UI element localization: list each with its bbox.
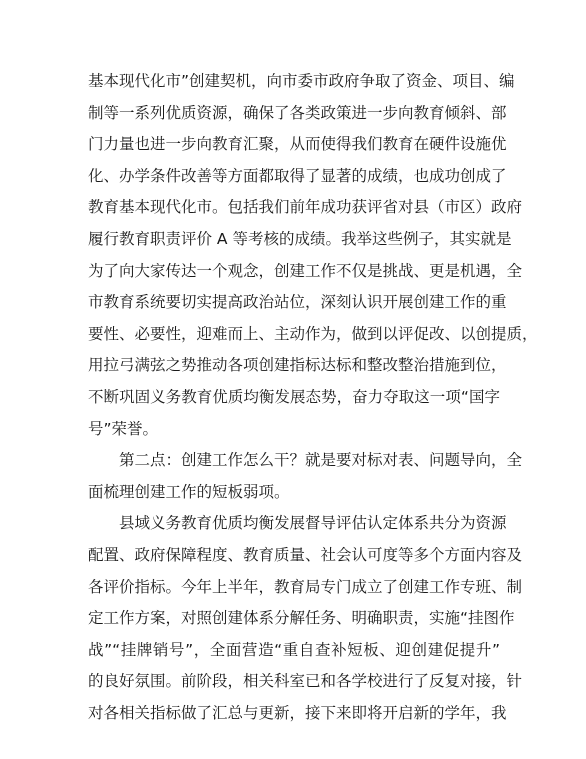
text-line: 的良好氛围。前阶段，相关科室已和各学校进行了反复对接，针 — [88, 672, 523, 691]
paragraph-1 — [88, 66, 538, 445]
text-line: 为了向大家传达一个观念，创建工作不仅是挑战、更是机遇，全 — [88, 261, 523, 280]
text-line: 用拉弓满弦之势推动各项创建指标达标和整改整治措施到位， — [88, 356, 507, 375]
text-line: 配置、政府保障程度、教育质量、社会认可度等多个方面内容及 — [88, 545, 523, 564]
text-line: 面梳理创建工作的短板弱项。 — [88, 482, 290, 501]
text-line: 第二点：创建工作怎么干？就是要对标对表、问题导向，全 — [119, 451, 523, 470]
text-line: 不断巩固义务教育优质均衡发展态势，奋力夺取这一项“国字 — [88, 387, 500, 406]
text-line: 对各相关指标做了汇总与更新，接下来即将开启新的学年，我 — [88, 703, 507, 722]
document-body — [88, 66, 538, 729]
paragraph-2 — [88, 445, 523, 508]
text-line: 要性、必要性，迎难而上、主动作为，做到以评促改、以创提质， — [88, 324, 538, 343]
text-line: 化、办学条件改善等方面都取得了显著的成绩，也成功创成了 — [88, 166, 507, 185]
text-line: 号”荣誉。 — [88, 419, 159, 438]
text-line: 教育基本现代化市。包括我们前年成功获评省对县（市区）政府 — [88, 198, 523, 217]
text-line: 门力量也进一步向教育汇聚，从而使得我们教育在硬件设施优 — [88, 135, 507, 154]
text-line: 各评价指标。今年上半年，教育局专门成立了创建工作专班、制 — [88, 577, 523, 596]
text-line: 制等一系列优质资源，确保了各类政策进一步向教育倾斜、部 — [88, 103, 507, 122]
text-line: 定工作方案，对照创建体系分解任务、明确职责，实施“挂图作 — [88, 609, 515, 628]
paragraph-3 — [88, 508, 523, 729]
text-line: 战”“挂牌销号”，全面营造“重自查补短板、迎创建促提升” — [88, 640, 500, 659]
text-line: 基本现代化市”创建契机，向市委市政府争取了资金、项目、编 — [88, 72, 515, 90]
text-line: 履行教育职责评价 A 等考核的成绩。我举这些例子，其实就是 — [88, 229, 512, 248]
text-line: 市教育系统要切实提高政治站位，深刻认识开展创建工作的重 — [88, 293, 507, 312]
text-line: 县域义务教育优质均衡发展督导评估认定体系共分为资源 — [119, 514, 507, 533]
